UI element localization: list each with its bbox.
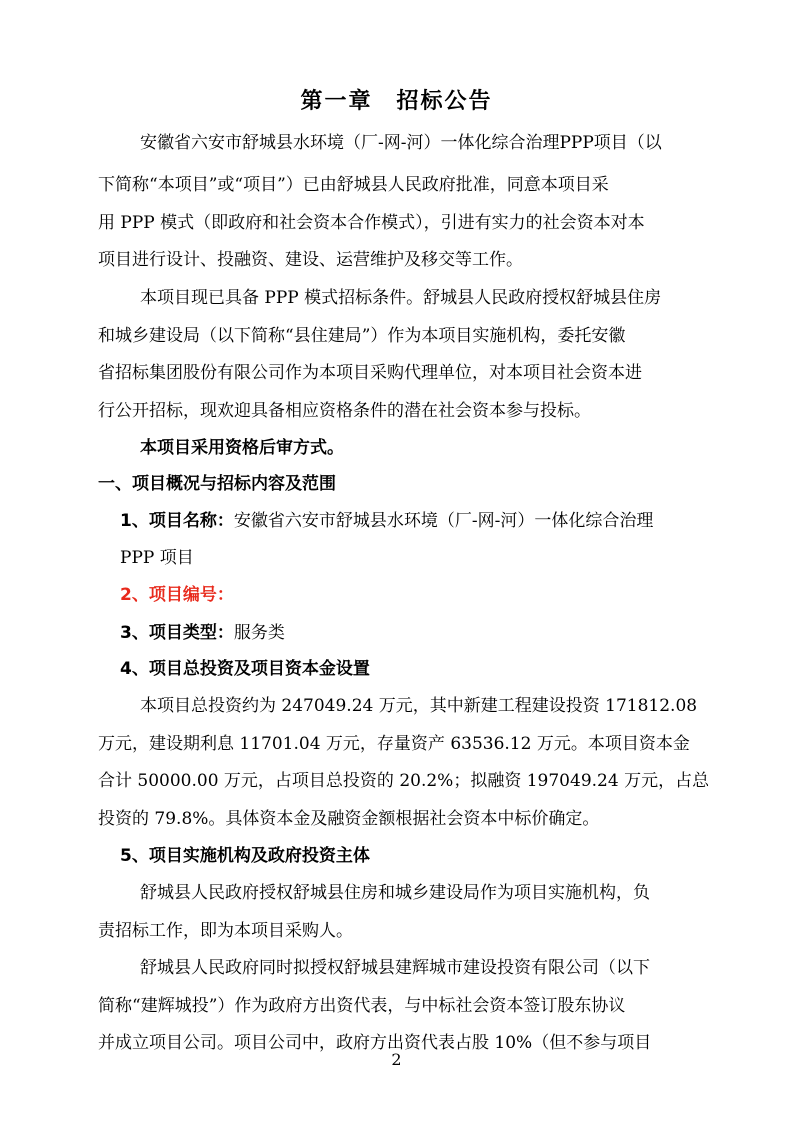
- project-type-line: [120, 618, 285, 643]
- qualification-note: 本项目采用资格后审方式。: [140, 438, 344, 458]
- section-heading: 一、项目概况与招标内容及范围: [98, 474, 336, 494]
- paragraph-line: 和城乡建设局（以下简称“县住建局”）作为本项目实施机构，委托安徽: [98, 326, 626, 346]
- implementing-agency-heading: 5、项目实施机构及政府投资主体: [120, 846, 370, 866]
- paragraph-line: 合计 50000.00 万元，占项目总投资的 20.2%；拟融资 197049.24 万元，占总: [98, 771, 710, 791]
- paragraph-line: 行公开招标，现欢迎具备相应资格条件的潜在社会资本参与投标。: [98, 401, 591, 421]
- paragraph-line: 舒城县人民政府授权舒城县住房和城乡建设局作为项目实施机构，负: [140, 883, 650, 903]
- project-number-label: 2、项目编号：: [120, 585, 234, 605]
- investment-heading: 4、项目总投资及项目资本金设置: [120, 659, 370, 679]
- paragraph-line: 舒城县人民政府同时拟授权舒城县建辉城市建设投资有限公司（以下: [140, 958, 650, 978]
- paragraph-line: 投资的 79.8%。具体资本金及融资金额根据社会资本中标价确定。: [98, 809, 600, 829]
- project-name-line: [120, 506, 653, 531]
- paragraph-line: 责招标工作，即为本项目采购人。: [98, 921, 353, 941]
- project-type-value: 服务类: [233, 623, 285, 643]
- project-name-label: 1、项目名称：: [120, 511, 234, 531]
- page-number: 2: [391, 1050, 402, 1069]
- project-name-value-cont: PPP 项目: [120, 548, 194, 568]
- paragraph-line: 安徽省六安市舒城县水环境（厂-网-河）一体化综合治理PPP项目（以: [140, 133, 662, 153]
- paragraph-line: 本项目总投资约为 247049.24 万元，其中新建工程建设投资 171812.08: [140, 696, 698, 716]
- paragraph-line: 省招标集团股份有限公司作为本项目采购代理单位，对本项目社会资本进: [98, 363, 642, 383]
- paragraph-line: 万元，建设期利息 11701.04 万元，存量资产 63536.12 万元。本项目资本金: [98, 734, 690, 754]
- project-name-value: 安徽省六安市舒城县水环境（厂-网-河）一体化综合治理: [233, 511, 654, 531]
- paragraph-line: 下简称“本项目”或“项目”）已由舒城县人民政府批准，同意本项目采: [98, 175, 609, 195]
- chapter-title: 第一章 招标公告: [300, 89, 493, 114]
- paragraph-line: 项目进行设计、投融资、建设、运营维护及移交等工作。: [98, 250, 523, 270]
- project-type-label: 3、项目类型：: [120, 623, 234, 643]
- paragraph-line: 并成立项目公司。项目公司中，政府方出资代表占股 10%（但不参与项目: [98, 1033, 652, 1053]
- paragraph-line: 简称“建辉城投”）作为政府方出资代表，与中标社会资本签订股东协议: [98, 996, 626, 1016]
- paragraph-line: 用 PPP 模式（即政府和社会资本合作模式），引进有实力的社会资本对本: [98, 213, 645, 233]
- paragraph-line: 本项目现已具备 PPP 模式招标条件。舒城县人民政府授权舒城县住房: [140, 288, 662, 308]
